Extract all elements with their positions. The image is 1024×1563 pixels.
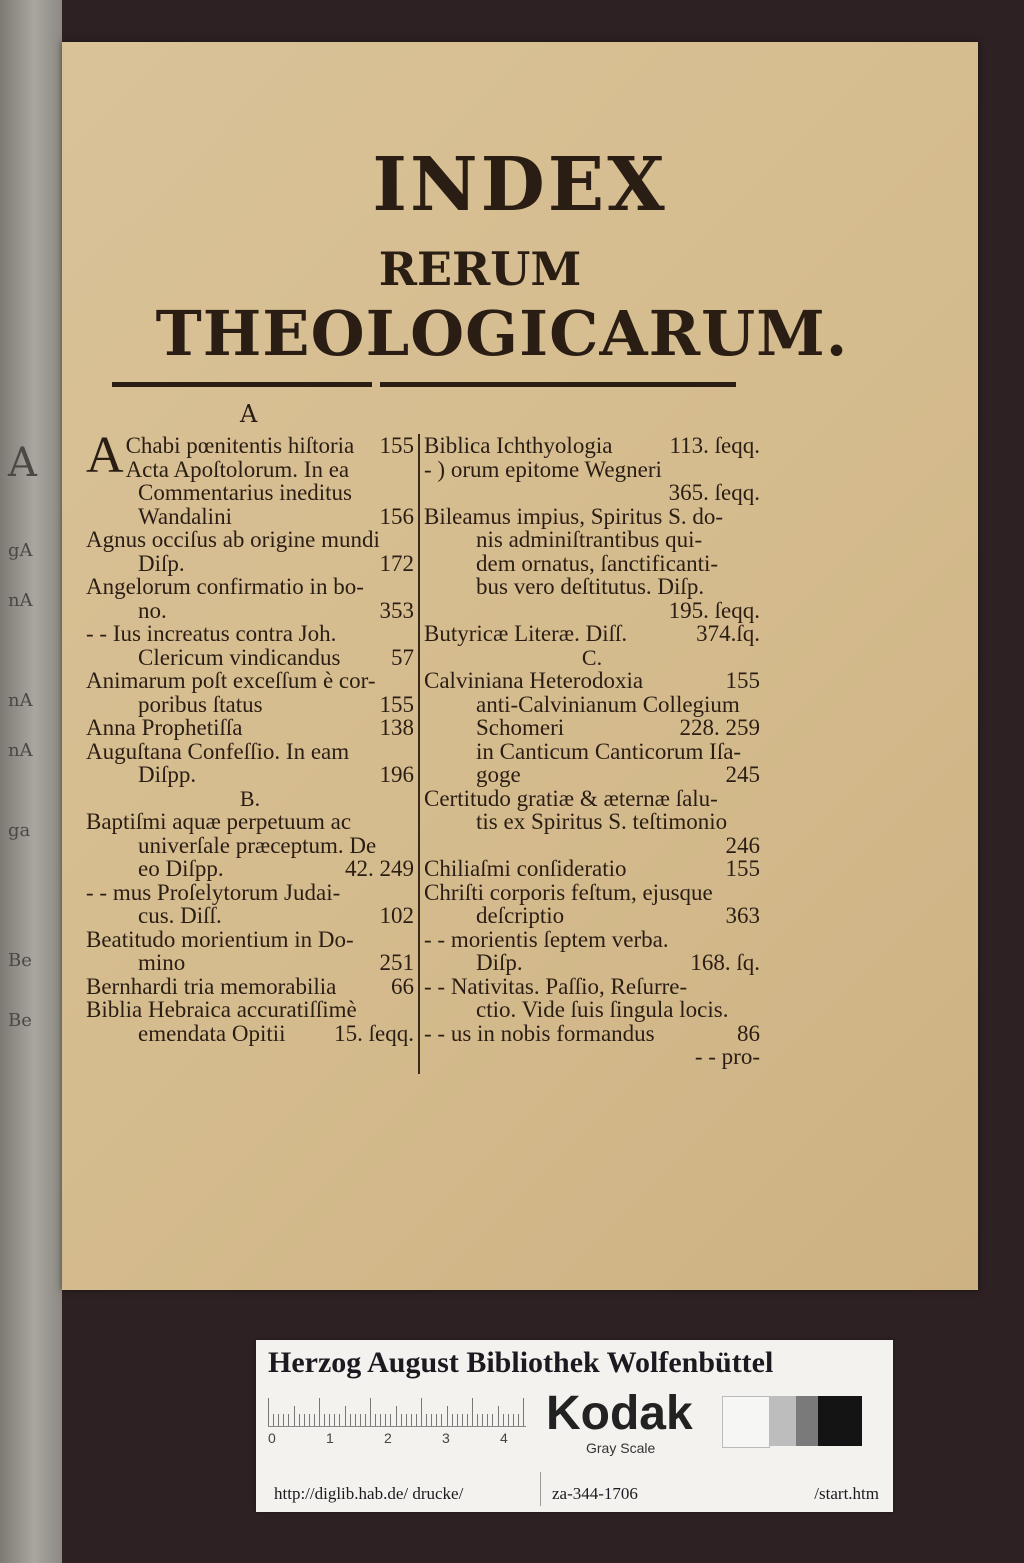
divider (540, 1472, 541, 1506)
index-entry (424, 857, 760, 881)
index-entry (86, 693, 414, 717)
index-entry (424, 552, 760, 576)
index-entry (86, 975, 414, 999)
index-entry (424, 458, 760, 482)
ruler-tick (268, 1398, 269, 1426)
ruler-tick (447, 1406, 448, 1426)
entry-text (424, 834, 760, 858)
index-entry (424, 622, 760, 646)
entry-text: Chiliaſmi conſideratio (424, 856, 627, 881)
ruler-tick (355, 1414, 356, 1426)
entry-text: Certitudo gratiæ & æternæ ſalu- (424, 785, 718, 811)
index-entry (424, 434, 760, 458)
ruler-tick (406, 1414, 407, 1426)
index-entry (86, 646, 414, 670)
gray-swatch-white (722, 1396, 770, 1448)
ruler-tick (513, 1414, 514, 1426)
entry-page: 251 (379, 950, 414, 975)
entry-text: Schomeri (476, 715, 565, 740)
ruler-tick (462, 1414, 463, 1426)
ruler-tick (492, 1414, 493, 1426)
entry-page: 102 (379, 903, 414, 928)
ruler-tick (360, 1414, 361, 1426)
index-entry (86, 622, 414, 646)
ruler-tick (467, 1414, 468, 1426)
entry-page: 15. ſeqq. (334, 1020, 414, 1046)
index-entry (86, 458, 414, 482)
entry-text: Beatitudo morientium in Do- (86, 926, 354, 952)
ruler-tick (334, 1414, 335, 1426)
entry-text: Calviniana Heterodoxia (424, 668, 644, 693)
column-divider (418, 434, 420, 1074)
start-text: /start.htm (814, 1484, 879, 1503)
entry-page: 155 (379, 433, 414, 458)
ruler-tick (288, 1414, 289, 1426)
entry-text: cus. Diſſ. (138, 903, 222, 928)
kodak-logo: Kodak (546, 1387, 693, 1440)
index-entry (424, 810, 760, 834)
ruler-tick (390, 1414, 391, 1426)
index-entry (86, 881, 414, 905)
ruler-tick (472, 1398, 473, 1426)
entry-page: 246 (725, 832, 760, 858)
entry-text: Clericum vindicandus (138, 644, 341, 670)
index-entry (86, 481, 414, 505)
ruler-tick (380, 1414, 381, 1426)
entry-text: bus vero deſtitutus. Diſp. (476, 574, 705, 599)
entry-text: in Canticum Canticorum Iſa- (476, 738, 742, 764)
entry-text: dem ornatus, ſanctificanti- (476, 550, 719, 576)
entry-text: anti-Calvinianum Collegium (476, 691, 740, 717)
entry-page: 155 (725, 668, 760, 693)
ruler (268, 1396, 526, 1427)
index-entry (424, 740, 760, 764)
ruler-tick (518, 1414, 519, 1426)
entry-text: Bileamus impius, Spiritus S. do- (424, 503, 724, 529)
entry-page: 353 (379, 597, 414, 623)
entry-text: - ) orum epitome Wegneri (424, 456, 662, 482)
entry-text: deſcriptio (476, 903, 565, 928)
entry-text: Auguſtana Confeſſio. In eam (86, 738, 350, 764)
entry-text: mino (138, 950, 186, 975)
index-entry (86, 552, 414, 576)
entry-text: Commentarius ineditus (138, 480, 353, 505)
ruler-tick (324, 1414, 325, 1426)
entry-page: 138 (379, 715, 414, 740)
index-entry (424, 1022, 760, 1046)
title-rule-left (112, 382, 372, 387)
ruler-tick (370, 1398, 371, 1426)
entry-page: 172 (379, 550, 414, 576)
book-page (62, 42, 978, 1290)
entry-text: - - Ius increatus contra Joh. (86, 621, 337, 646)
entry-page: 155 (725, 856, 760, 881)
index-entry (86, 528, 414, 552)
index-entry (424, 575, 760, 599)
ruler-tick (401, 1414, 402, 1426)
url-text: http://diglib.hab.de/ drucke/ (274, 1484, 464, 1503)
entry-text: Chabi pœnitentis hiſtoria (125, 433, 355, 458)
entry-text: Butyricæ Literæ. Diſſ. (424, 621, 628, 646)
ruler-tick (503, 1414, 504, 1426)
entry-text: emendata Opitii (138, 1020, 286, 1046)
entry-page: 228. 259 (679, 715, 760, 740)
entry-text: eo Diſpp. (138, 856, 224, 881)
drop-cap: A (86, 427, 124, 484)
index-entry (424, 693, 760, 717)
entry-text: no. (138, 597, 167, 623)
entry-text: Angelorum confirmatio in bo- (86, 574, 364, 599)
index-entry (86, 1022, 414, 1046)
index-entry (424, 881, 760, 905)
index-entry (86, 763, 414, 787)
ruler-tick (482, 1414, 483, 1426)
entry-text: univerſale præceptum. De (138, 832, 377, 858)
ruler-tick (436, 1414, 437, 1426)
ruler-tick (487, 1414, 488, 1426)
entry-page: 195. ſeqq. (668, 597, 760, 623)
ruler-tick (452, 1414, 453, 1426)
ruler-tick (457, 1414, 458, 1426)
ruler-number: 0 (268, 1430, 276, 1446)
index-entry (424, 928, 760, 952)
entry-page: 168. ſq. (690, 950, 760, 975)
ruler-tick (350, 1414, 351, 1426)
index-entry (86, 599, 414, 623)
entry-text: - - us in nobis formandus (424, 1020, 655, 1046)
index-entry (86, 904, 414, 928)
page-title: INDEX (372, 142, 668, 228)
entry-page: 245 (725, 762, 760, 787)
ruler-tick (523, 1398, 524, 1426)
entry-text: Chriſti corporis feſtum, ejusque (424, 879, 713, 905)
ruler-tick (421, 1398, 422, 1426)
index-entry (424, 669, 760, 693)
entry-text: goge (476, 762, 521, 787)
entry-page: 156 (379, 503, 414, 529)
ruler-tick (441, 1414, 442, 1426)
index-entry (86, 834, 414, 858)
page-subtitle: RERUM (378, 242, 582, 296)
ruler-tick (283, 1414, 284, 1426)
ruler-tick (329, 1414, 330, 1426)
ruler-tick (508, 1414, 509, 1426)
ruler-tick (339, 1414, 340, 1426)
entry-text: nis adminiſtrantibus qui- (476, 527, 703, 552)
ruler-tick (396, 1406, 397, 1426)
entry-text: Biblica Ichthyologia (424, 433, 613, 458)
page-subtitle-2: THEOLOGICARUM. (155, 297, 849, 370)
entry-text: Agnus occiſus ab origine mundi (86, 527, 380, 552)
ruler-tick (273, 1414, 274, 1426)
index-entry (86, 740, 414, 764)
index-entry (86, 810, 414, 834)
entry-text: ctio. Vide ſuis ſingula locis. (476, 997, 729, 1022)
entry-text: Anna Prophetiſſa (86, 715, 243, 740)
title-rule-right (380, 382, 736, 387)
gray-swatch-black (818, 1396, 862, 1446)
entry-text: poribus ſtatus (138, 691, 263, 717)
entry-page: 365. ſeqq. (668, 480, 760, 505)
entry-text: - - morientis ſeptem verba. (424, 926, 669, 952)
index-entry (424, 787, 760, 811)
ruler-tick (411, 1414, 412, 1426)
entry-page: 363 (725, 903, 760, 928)
index-entry (424, 951, 760, 975)
ruler-tick (365, 1414, 366, 1426)
entry-page: 66 (391, 973, 414, 999)
index-entry (424, 834, 760, 858)
catchword: - - pro- (694, 1044, 760, 1069)
ruler-numbers (268, 1430, 528, 1450)
index-entry (86, 716, 414, 740)
index-entry (424, 763, 760, 787)
index-column-right (424, 434, 760, 1069)
entry-text: Animarum poſt exceſſum è cor- (86, 668, 376, 693)
ruler-tick (319, 1398, 320, 1426)
index-entry (86, 505, 414, 529)
ruler-tick (375, 1414, 376, 1426)
entry-page: 196 (379, 762, 414, 787)
index-entry (424, 998, 760, 1022)
ruler-number: 3 (442, 1430, 450, 1446)
adjacent-page-edge: A gA nA nA nA ga Be Be (0, 0, 62, 1563)
index-entry (86, 951, 414, 975)
ruler-number: 4 (500, 1430, 508, 1446)
ruler-tick (498, 1406, 499, 1426)
index-entry (86, 575, 414, 599)
ruler-tick (299, 1414, 300, 1426)
index-entry (424, 904, 760, 928)
section-heading: C. (581, 644, 603, 670)
library-name: Herzog August Bibliothek Wolfenbüttel (268, 1346, 774, 1379)
entry-text: Diſp. (476, 950, 523, 975)
ruler-number: 1 (326, 1430, 334, 1446)
ruler-tick (431, 1414, 432, 1426)
entry-page: 374.ſq. (696, 621, 760, 646)
entry-text: Baptiſmi aquæ perpetuum ac (86, 809, 352, 834)
entry-text: Bernhardi tria memorabilia (86, 973, 337, 999)
entry-page: 86 (737, 1020, 760, 1046)
entry-page: 57 (391, 644, 414, 670)
ruler-tick (416, 1414, 417, 1426)
index-entry (424, 528, 760, 552)
index-entry (424, 716, 760, 740)
entry-text: Wandalini (138, 503, 232, 529)
index-entry (424, 599, 760, 623)
ruler-tick (477, 1414, 478, 1426)
section-heading: B. (239, 785, 261, 811)
ruler-tick (309, 1414, 310, 1426)
entry-text: Diſpp. (138, 762, 197, 787)
ruler-tick (278, 1414, 279, 1426)
index-column-left (86, 427, 414, 1046)
index-entry (86, 857, 414, 881)
index-entry (86, 998, 414, 1022)
ruler-tick (294, 1406, 295, 1426)
ruler-tick (345, 1406, 346, 1426)
entry-text: - - mus Proſelytorum Judai- (86, 879, 341, 905)
entry-text: Diſp. (138, 550, 185, 576)
index-entry (86, 669, 414, 693)
section-heading: A (240, 400, 258, 428)
index-entry (424, 975, 760, 999)
index-entry (424, 505, 760, 529)
gray-scale-label: Gray Scale (586, 1440, 656, 1456)
ruler-tick (385, 1414, 386, 1426)
ruler-number: 2 (384, 1430, 392, 1446)
ruler-tick (304, 1414, 305, 1426)
entry-text: Biblia Hebraica accuratiſſimè (86, 997, 357, 1022)
entry-page: 113. ſeqq. (669, 433, 760, 458)
entry-page: 42. 249 (345, 856, 414, 881)
entry-text: - - Nativitas. Paſſio, Reſurre- (424, 973, 688, 999)
call-number: za-344-1706 (552, 1484, 638, 1503)
entry-text: Acta Apoſtolorum. In ea (125, 456, 350, 482)
index-entry (424, 481, 760, 505)
ruler-tick (314, 1414, 315, 1426)
entry-text: tis ex Spiritus S. teſtimonio (476, 809, 728, 834)
ruler-tick (426, 1414, 427, 1426)
library-label (256, 1340, 893, 1512)
index-entry (86, 928, 414, 952)
entry-page: 155 (379, 691, 414, 717)
